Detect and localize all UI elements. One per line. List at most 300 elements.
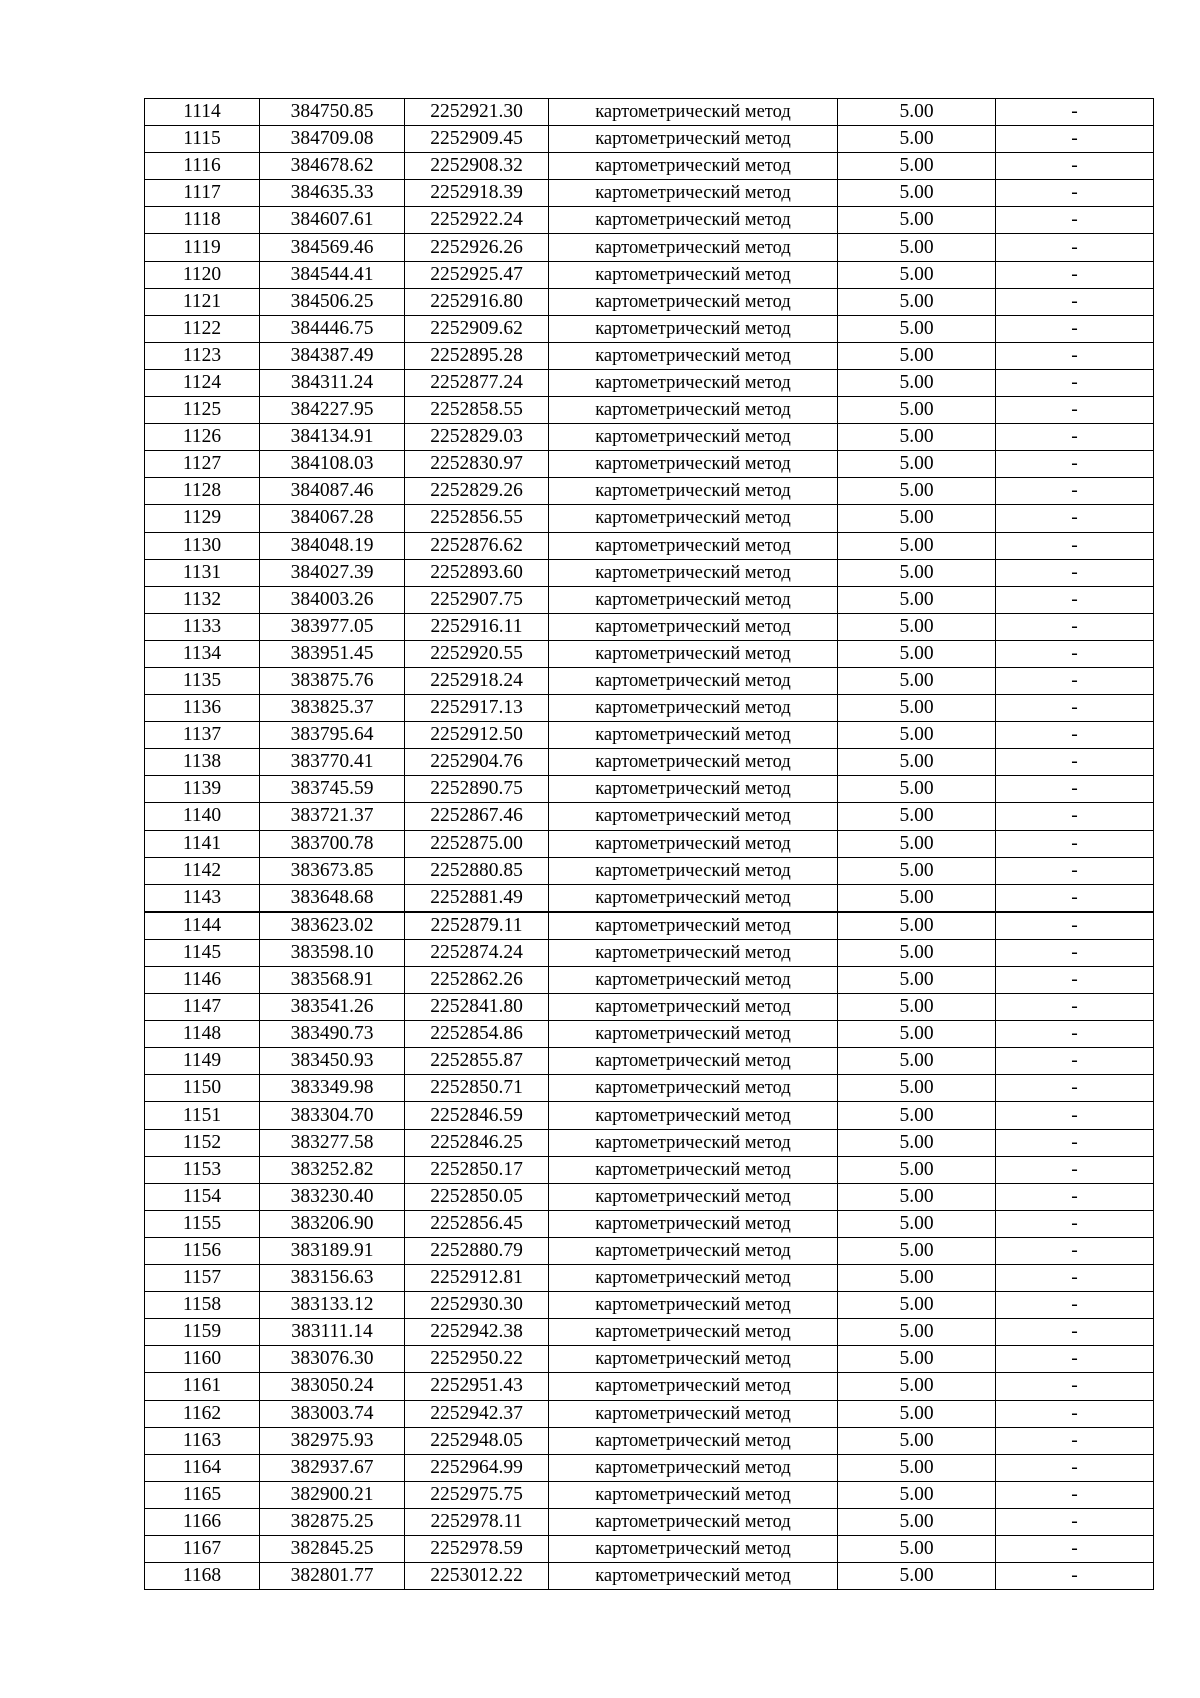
x-coordinate-cell: 384607.61: [260, 207, 405, 234]
table-row: [145, 397, 1154, 424]
table-row: [145, 532, 1154, 559]
x-coordinate-cell: 383277.58: [260, 1129, 405, 1156]
method-cell: картометрический метод: [549, 695, 838, 722]
table-row: [145, 1508, 1154, 1535]
y-coordinate-cell: 2252867.46: [405, 803, 549, 830]
table-row: [145, 994, 1154, 1021]
x-coordinate-cell: 383111.14: [260, 1319, 405, 1346]
note-cell: -: [996, 126, 1154, 153]
method-cell: картометрический метод: [549, 776, 838, 803]
accuracy-cell: 5.00: [838, 261, 996, 288]
accuracy-cell: 5.00: [838, 667, 996, 694]
table-row: [145, 1481, 1154, 1508]
point-number-cell: 1167: [145, 1535, 260, 1562]
table-row: [145, 1210, 1154, 1237]
point-number-cell: 1162: [145, 1400, 260, 1427]
x-coordinate-cell: 384311.24: [260, 369, 405, 396]
table-row: [145, 722, 1154, 749]
method-cell: картометрический метод: [549, 207, 838, 234]
table-row: [145, 424, 1154, 451]
y-coordinate-cell: 2252829.26: [405, 478, 549, 505]
accuracy-cell: 5.00: [838, 315, 996, 342]
x-coordinate-cell: 382900.21: [260, 1481, 405, 1508]
point-number-cell: 1139: [145, 776, 260, 803]
x-coordinate-cell: 384227.95: [260, 397, 405, 424]
accuracy-cell: 5.00: [838, 180, 996, 207]
method-cell: картометрический метод: [549, 586, 838, 613]
accuracy-cell: 5.00: [838, 342, 996, 369]
accuracy-cell: 5.00: [838, 1535, 996, 1562]
point-number-cell: 1117: [145, 180, 260, 207]
accuracy-cell: 5.00: [838, 559, 996, 586]
point-number-cell: 1114: [145, 99, 260, 126]
y-coordinate-cell: 2252930.30: [405, 1292, 549, 1319]
table-row: [145, 180, 1154, 207]
note-cell: -: [996, 1427, 1154, 1454]
method-cell: картометрический метод: [549, 559, 838, 586]
x-coordinate-cell: 382875.25: [260, 1508, 405, 1535]
note-cell: -: [996, 424, 1154, 451]
point-number-cell: 1163: [145, 1427, 260, 1454]
note-cell: -: [996, 1481, 1154, 1508]
point-number-cell: 1141: [145, 830, 260, 857]
table-row: [145, 749, 1154, 776]
note-cell: -: [996, 1129, 1154, 1156]
y-coordinate-cell: 2252904.76: [405, 749, 549, 776]
accuracy-cell: 5.00: [838, 1427, 996, 1454]
method-cell: картометрический метод: [549, 1210, 838, 1237]
point-number-cell: 1157: [145, 1265, 260, 1292]
x-coordinate-cell: 384108.03: [260, 451, 405, 478]
table-row: [145, 153, 1154, 180]
note-cell: -: [996, 939, 1154, 966]
note-cell: -: [996, 1048, 1154, 1075]
x-coordinate-cell: 383252.82: [260, 1156, 405, 1183]
table-row: [145, 967, 1154, 994]
x-coordinate-cell: 384446.75: [260, 315, 405, 342]
accuracy-cell: 5.00: [838, 776, 996, 803]
y-coordinate-cell: 2252948.05: [405, 1427, 549, 1454]
x-coordinate-cell: 384027.39: [260, 559, 405, 586]
method-cell: картометрический метод: [549, 857, 838, 884]
y-coordinate-cell: 2252975.75: [405, 1481, 549, 1508]
x-coordinate-cell: 384087.46: [260, 478, 405, 505]
point-number-cell: 1168: [145, 1563, 260, 1590]
method-cell: картометрический метод: [549, 532, 838, 559]
x-coordinate-cell: 384709.08: [260, 126, 405, 153]
point-number-cell: 1121: [145, 288, 260, 315]
x-coordinate-cell: 383003.74: [260, 1400, 405, 1427]
note-cell: -: [996, 1535, 1154, 1562]
accuracy-cell: 5.00: [838, 1183, 996, 1210]
accuracy-cell: 5.00: [838, 857, 996, 884]
table-row: [145, 369, 1154, 396]
point-number-cell: 1146: [145, 967, 260, 994]
table-row: [145, 1373, 1154, 1400]
y-coordinate-cell: 2252862.26: [405, 967, 549, 994]
y-coordinate-cell: 2252909.62: [405, 315, 549, 342]
method-cell: картометрический метод: [549, 912, 838, 940]
x-coordinate-cell: 382801.77: [260, 1563, 405, 1590]
y-coordinate-cell: 2252964.99: [405, 1454, 549, 1481]
point-number-cell: 1158: [145, 1292, 260, 1319]
accuracy-cell: 5.00: [838, 967, 996, 994]
x-coordinate-cell: 384635.33: [260, 180, 405, 207]
y-coordinate-cell: 2252874.24: [405, 939, 549, 966]
table-row: [145, 1535, 1154, 1562]
x-coordinate-cell: 384569.46: [260, 234, 405, 261]
method-cell: картометрический метод: [549, 1237, 838, 1264]
note-cell: -: [996, 1265, 1154, 1292]
x-coordinate-cell: 384048.19: [260, 532, 405, 559]
x-coordinate-cell: 383795.64: [260, 722, 405, 749]
note-cell: -: [996, 288, 1154, 315]
method-cell: картометрический метод: [549, 1156, 838, 1183]
point-number-cell: 1150: [145, 1075, 260, 1102]
accuracy-cell: 5.00: [838, 234, 996, 261]
note-cell: -: [996, 234, 1154, 261]
y-coordinate-cell: 2252877.24: [405, 369, 549, 396]
note-cell: -: [996, 207, 1154, 234]
accuracy-cell: 5.00: [838, 1508, 996, 1535]
method-cell: картометрический метод: [549, 640, 838, 667]
method-cell: картометрический метод: [549, 1075, 838, 1102]
note-cell: -: [996, 722, 1154, 749]
y-coordinate-cell: 2252925.47: [405, 261, 549, 288]
point-number-cell: 1148: [145, 1021, 260, 1048]
x-coordinate-cell: 383541.26: [260, 994, 405, 1021]
method-cell: картометрический метод: [549, 1021, 838, 1048]
accuracy-cell: 5.00: [838, 1373, 996, 1400]
table-row: [145, 1129, 1154, 1156]
y-coordinate-cell: 2252893.60: [405, 559, 549, 586]
x-coordinate-cell: 383206.90: [260, 1210, 405, 1237]
point-number-cell: 1164: [145, 1454, 260, 1481]
table-row: [145, 884, 1154, 912]
accuracy-cell: 5.00: [838, 99, 996, 126]
note-cell: -: [996, 912, 1154, 940]
method-cell: картометрический метод: [549, 505, 838, 532]
y-coordinate-cell: 2252895.28: [405, 342, 549, 369]
table-row: [145, 1237, 1154, 1264]
method-cell: картометрический метод: [549, 315, 838, 342]
y-coordinate-cell: 2252916.11: [405, 613, 549, 640]
point-number-cell: 1129: [145, 505, 260, 532]
accuracy-cell: 5.00: [838, 1454, 996, 1481]
accuracy-cell: 5.00: [838, 1075, 996, 1102]
table-row: [145, 1021, 1154, 1048]
x-coordinate-cell: 384678.62: [260, 153, 405, 180]
point-number-cell: 1137: [145, 722, 260, 749]
point-number-cell: 1132: [145, 586, 260, 613]
accuracy-cell: 5.00: [838, 830, 996, 857]
point-number-cell: 1119: [145, 234, 260, 261]
x-coordinate-cell: 383050.24: [260, 1373, 405, 1400]
note-cell: -: [996, 451, 1154, 478]
note-cell: -: [996, 342, 1154, 369]
point-number-cell: 1116: [145, 153, 260, 180]
point-number-cell: 1131: [145, 559, 260, 586]
note-cell: -: [996, 994, 1154, 1021]
method-cell: картометрический метод: [549, 99, 838, 126]
method-cell: картометрический метод: [549, 1508, 838, 1535]
accuracy-cell: 5.00: [838, 1237, 996, 1264]
y-coordinate-cell: 2252875.00: [405, 830, 549, 857]
y-coordinate-cell: 2252918.24: [405, 667, 549, 694]
note-cell: -: [996, 1183, 1154, 1210]
method-cell: картометрический метод: [549, 1427, 838, 1454]
accuracy-cell: 5.00: [838, 288, 996, 315]
table-row: [145, 667, 1154, 694]
point-number-cell: 1115: [145, 126, 260, 153]
x-coordinate-cell: 383648.68: [260, 884, 405, 912]
point-number-cell: 1126: [145, 424, 260, 451]
accuracy-cell: 5.00: [838, 1048, 996, 1075]
note-cell: -: [996, 1075, 1154, 1102]
y-coordinate-cell: 2252854.86: [405, 1021, 549, 1048]
point-number-cell: 1153: [145, 1156, 260, 1183]
x-coordinate-cell: 383623.02: [260, 912, 405, 940]
point-number-cell: 1133: [145, 613, 260, 640]
point-number-cell: 1143: [145, 884, 260, 912]
note-cell: -: [996, 532, 1154, 559]
accuracy-cell: 5.00: [838, 1129, 996, 1156]
table-row: [145, 1265, 1154, 1292]
point-number-cell: 1118: [145, 207, 260, 234]
accuracy-cell: 5.00: [838, 1346, 996, 1373]
accuracy-cell: 5.00: [838, 640, 996, 667]
x-coordinate-cell: 383825.37: [260, 695, 405, 722]
method-cell: картометрический метод: [549, 1102, 838, 1129]
note-cell: -: [996, 803, 1154, 830]
note-cell: -: [996, 776, 1154, 803]
y-coordinate-cell: 2252881.49: [405, 884, 549, 912]
table-row: [145, 99, 1154, 126]
point-number-cell: 1134: [145, 640, 260, 667]
note-cell: -: [996, 830, 1154, 857]
x-coordinate-cell: 383076.30: [260, 1346, 405, 1373]
note-cell: -: [996, 749, 1154, 776]
x-coordinate-cell: 382937.67: [260, 1454, 405, 1481]
method-cell: картометрический метод: [549, 1346, 838, 1373]
note-cell: -: [996, 1400, 1154, 1427]
table-row: [145, 559, 1154, 586]
method-cell: картометрический метод: [549, 153, 838, 180]
x-coordinate-cell: 382975.93: [260, 1427, 405, 1454]
point-number-cell: 1145: [145, 939, 260, 966]
y-coordinate-cell: 2252850.71: [405, 1075, 549, 1102]
accuracy-cell: 5.00: [838, 1210, 996, 1237]
y-coordinate-cell: 2252917.13: [405, 695, 549, 722]
y-coordinate-cell: 2252841.80: [405, 994, 549, 1021]
y-coordinate-cell: 2252978.59: [405, 1535, 549, 1562]
method-cell: картометрический метод: [549, 397, 838, 424]
coordinates-table: [144, 98, 1154, 1590]
note-cell: -: [996, 1102, 1154, 1129]
x-coordinate-cell: 383977.05: [260, 613, 405, 640]
method-cell: картометрический метод: [549, 1183, 838, 1210]
y-coordinate-cell: 2252890.75: [405, 776, 549, 803]
point-number-cell: 1161: [145, 1373, 260, 1400]
method-cell: картометрический метод: [549, 613, 838, 640]
point-number-cell: 1149: [145, 1048, 260, 1075]
point-number-cell: 1159: [145, 1319, 260, 1346]
point-number-cell: 1127: [145, 451, 260, 478]
note-cell: -: [996, 1373, 1154, 1400]
accuracy-cell: 5.00: [838, 532, 996, 559]
table-row: [145, 586, 1154, 613]
x-coordinate-cell: 383770.41: [260, 749, 405, 776]
x-coordinate-cell: 383450.93: [260, 1048, 405, 1075]
method-cell: картометрический метод: [549, 1048, 838, 1075]
method-cell: картометрический метод: [549, 369, 838, 396]
y-coordinate-cell: 2252876.62: [405, 532, 549, 559]
note-cell: -: [996, 99, 1154, 126]
table-row: [145, 640, 1154, 667]
method-cell: картометрический метод: [549, 667, 838, 694]
x-coordinate-cell: 384506.25: [260, 288, 405, 315]
y-coordinate-cell: 2252921.30: [405, 99, 549, 126]
y-coordinate-cell: 2252880.85: [405, 857, 549, 884]
x-coordinate-cell: 383951.45: [260, 640, 405, 667]
x-coordinate-cell: 383230.40: [260, 1183, 405, 1210]
x-coordinate-cell: 383721.37: [260, 803, 405, 830]
table-row: [145, 1563, 1154, 1590]
note-cell: -: [996, 1237, 1154, 1264]
x-coordinate-cell: 383598.10: [260, 939, 405, 966]
accuracy-cell: 5.00: [838, 695, 996, 722]
note-cell: -: [996, 478, 1154, 505]
note-cell: -: [996, 369, 1154, 396]
accuracy-cell: 5.00: [838, 1563, 996, 1590]
x-coordinate-cell: 382845.25: [260, 1535, 405, 1562]
x-coordinate-cell: 383349.98: [260, 1075, 405, 1102]
method-cell: картометрический метод: [549, 1563, 838, 1590]
table-row: [145, 126, 1154, 153]
accuracy-cell: 5.00: [838, 803, 996, 830]
table-row: [145, 1156, 1154, 1183]
table-row: [145, 695, 1154, 722]
method-cell: картометрический метод: [549, 939, 838, 966]
method-cell: картометрический метод: [549, 478, 838, 505]
table-row: [145, 288, 1154, 315]
y-coordinate-cell: 2252856.45: [405, 1210, 549, 1237]
note-cell: -: [996, 559, 1154, 586]
x-coordinate-cell: 384134.91: [260, 424, 405, 451]
table-row: [145, 1346, 1154, 1373]
accuracy-cell: 5.00: [838, 1400, 996, 1427]
table-row: [145, 857, 1154, 884]
point-number-cell: 1142: [145, 857, 260, 884]
accuracy-cell: 5.00: [838, 749, 996, 776]
table-row: [145, 505, 1154, 532]
method-cell: картометрический метод: [549, 424, 838, 451]
method-cell: картометрический метод: [549, 1292, 838, 1319]
point-number-cell: 1124: [145, 369, 260, 396]
y-coordinate-cell: 2252829.03: [405, 424, 549, 451]
accuracy-cell: 5.00: [838, 478, 996, 505]
point-number-cell: 1147: [145, 994, 260, 1021]
accuracy-cell: 5.00: [838, 424, 996, 451]
accuracy-cell: 5.00: [838, 586, 996, 613]
table-row: [145, 1454, 1154, 1481]
y-coordinate-cell: 2252912.50: [405, 722, 549, 749]
accuracy-cell: 5.00: [838, 1292, 996, 1319]
accuracy-cell: 5.00: [838, 994, 996, 1021]
table-row: [145, 478, 1154, 505]
accuracy-cell: 5.00: [838, 1156, 996, 1183]
method-cell: картометрический метод: [549, 722, 838, 749]
method-cell: картометрический метод: [549, 234, 838, 261]
y-coordinate-cell: 2252850.05: [405, 1183, 549, 1210]
table-row: [145, 1319, 1154, 1346]
y-coordinate-cell: 2252920.55: [405, 640, 549, 667]
table-row: [145, 830, 1154, 857]
table-row: [145, 1048, 1154, 1075]
x-coordinate-cell: 383189.91: [260, 1237, 405, 1264]
y-coordinate-cell: 2252912.81: [405, 1265, 549, 1292]
note-cell: -: [996, 1508, 1154, 1535]
point-number-cell: 1144: [145, 912, 260, 940]
x-coordinate-cell: 383156.63: [260, 1265, 405, 1292]
y-coordinate-cell: 2252846.59: [405, 1102, 549, 1129]
note-cell: -: [996, 1563, 1154, 1590]
note-cell: -: [996, 1021, 1154, 1048]
note-cell: -: [996, 505, 1154, 532]
method-cell: картометрический метод: [549, 1319, 838, 1346]
method-cell: картометрический метод: [549, 126, 838, 153]
note-cell: -: [996, 1292, 1154, 1319]
table-row: [145, 912, 1154, 940]
note-cell: -: [996, 667, 1154, 694]
point-number-cell: 1160: [145, 1346, 260, 1373]
accuracy-cell: 5.00: [838, 1265, 996, 1292]
accuracy-cell: 5.00: [838, 207, 996, 234]
method-cell: картометрический метод: [549, 884, 838, 912]
point-number-cell: 1122: [145, 315, 260, 342]
point-number-cell: 1151: [145, 1102, 260, 1129]
x-coordinate-cell: 384387.49: [260, 342, 405, 369]
table-row: [145, 939, 1154, 966]
x-coordinate-cell: 383875.76: [260, 667, 405, 694]
x-coordinate-cell: 383700.78: [260, 830, 405, 857]
accuracy-cell: 5.00: [838, 939, 996, 966]
method-cell: картометрический метод: [549, 749, 838, 776]
accuracy-cell: 5.00: [838, 369, 996, 396]
method-cell: картометрический метод: [549, 830, 838, 857]
table-row: [145, 315, 1154, 342]
method-cell: картометрический метод: [549, 180, 838, 207]
accuracy-cell: 5.00: [838, 505, 996, 532]
point-number-cell: 1130: [145, 532, 260, 559]
accuracy-cell: 5.00: [838, 1021, 996, 1048]
note-cell: -: [996, 613, 1154, 640]
x-coordinate-cell: 383568.91: [260, 967, 405, 994]
method-cell: картометрический метод: [549, 803, 838, 830]
method-cell: картометрический метод: [549, 1400, 838, 1427]
note-cell: -: [996, 695, 1154, 722]
y-coordinate-cell: 2252950.22: [405, 1346, 549, 1373]
note-cell: -: [996, 315, 1154, 342]
method-cell: картометрический метод: [549, 1535, 838, 1562]
note-cell: -: [996, 1319, 1154, 1346]
note-cell: -: [996, 180, 1154, 207]
point-number-cell: 1154: [145, 1183, 260, 1210]
point-number-cell: 1123: [145, 342, 260, 369]
y-coordinate-cell: 2252951.43: [405, 1373, 549, 1400]
point-number-cell: 1156: [145, 1237, 260, 1264]
x-coordinate-cell: 383490.73: [260, 1021, 405, 1048]
